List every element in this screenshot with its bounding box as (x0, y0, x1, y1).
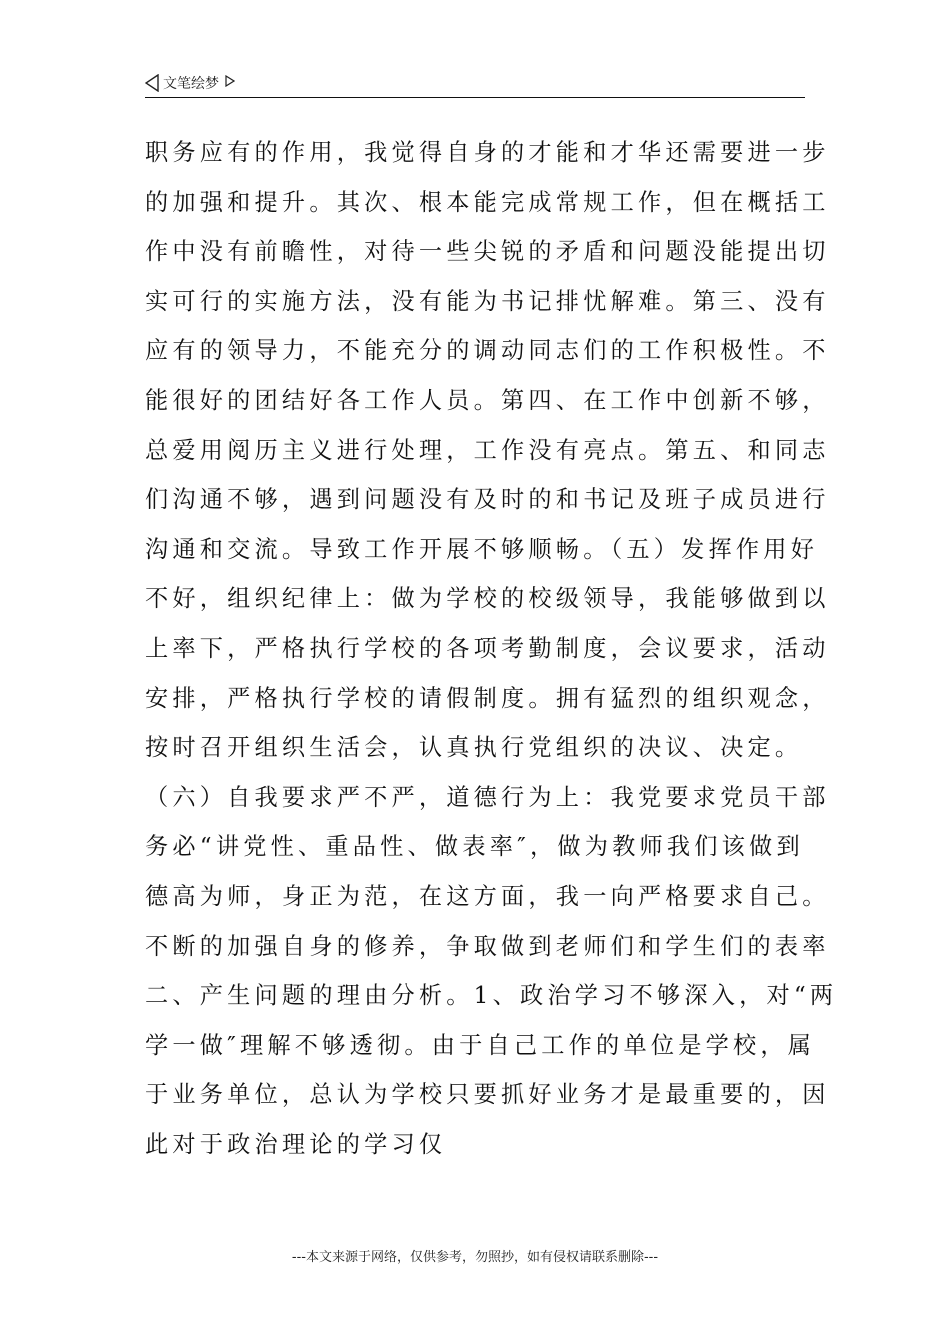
body-line: 德高为师，身正为范，在这方面，我一向严格要求自己。 (145, 882, 830, 910)
body-line: 职务应有的作用，我觉得自身的才能和才华还需要进一步 (145, 139, 830, 166)
body-line: （六）自我要求严不严，道德行为上：我党要求党员干部 (145, 783, 830, 811)
body-line: 二、产生问题的理由分析。1、政治学习不够深入，对“两 (145, 982, 838, 1010)
body-line: 应有的领导力，不能充分的调动同志们的工作积极性。不 (145, 337, 830, 365)
body-line: 作中没有前瞻性，对待一些尖锐的矛盾和问题没能提出切 (145, 238, 830, 266)
body-line: 总爱用阅历主义进行处理，工作没有亮点。第五、和同志 (145, 436, 830, 464)
page-header (145, 72, 805, 98)
header-brand (145, 72, 805, 94)
document-body (145, 128, 838, 1169)
body-line: 实可行的实施方法，没有能为书记排忧解难。第三、没有 (145, 287, 830, 315)
body-line: 不断的加强自身的修养，争取做到老师们和学生们的表率 (145, 932, 830, 960)
page-footer-disclaimer: ---本文来源于网络，仅供参考，勿照抄，如有侵权请联系删除--- (291, 1250, 659, 1265)
body-line: 不好，组织纪律上：做为学校的校级领导，我能够做到以 (145, 585, 830, 613)
body-line: 安排，严格执行学校的请假制度。拥有猛烈的组织观念， (145, 684, 830, 712)
body-line: 于业务单位，总认为学校只要抓好业务才是最重要的，因 (145, 1081, 830, 1109)
body-line: 上率下，严格执行学校的各项考勤制度，会议要求，活动 (145, 634, 830, 662)
body-line: 能很好的团结好各工作人员。第四、在工作中创新不够， (145, 386, 830, 414)
body-line: 务必“讲党性、重品性、做表率″，做为教师我们该做到 (145, 833, 804, 861)
body-line: 此对于政治理论的学习仅 (145, 1130, 447, 1158)
body-line: 按时召开组织生活会，认真执行党组织的决议、决定。 (145, 734, 803, 762)
body-line: 们沟通不够，遇到问题没有及时的和书记及班子成员进行 (145, 486, 830, 514)
body-line: 沟通和交流。导致工作开展不够顺畅。（五）发挥作用好 (145, 535, 819, 563)
header-title: 文笔绘梦 (163, 76, 219, 92)
body-line: 学一做″理解不够透彻。由于自己工作的单位是学校，属 (145, 1031, 816, 1059)
triangle-left-outline-icon (145, 74, 159, 92)
triangle-right-outline-icon (225, 75, 235, 87)
header-divider (145, 97, 805, 98)
body-line: 的加强和提升。其次、根本能完成常规工作，但在概括工 (145, 188, 830, 216)
